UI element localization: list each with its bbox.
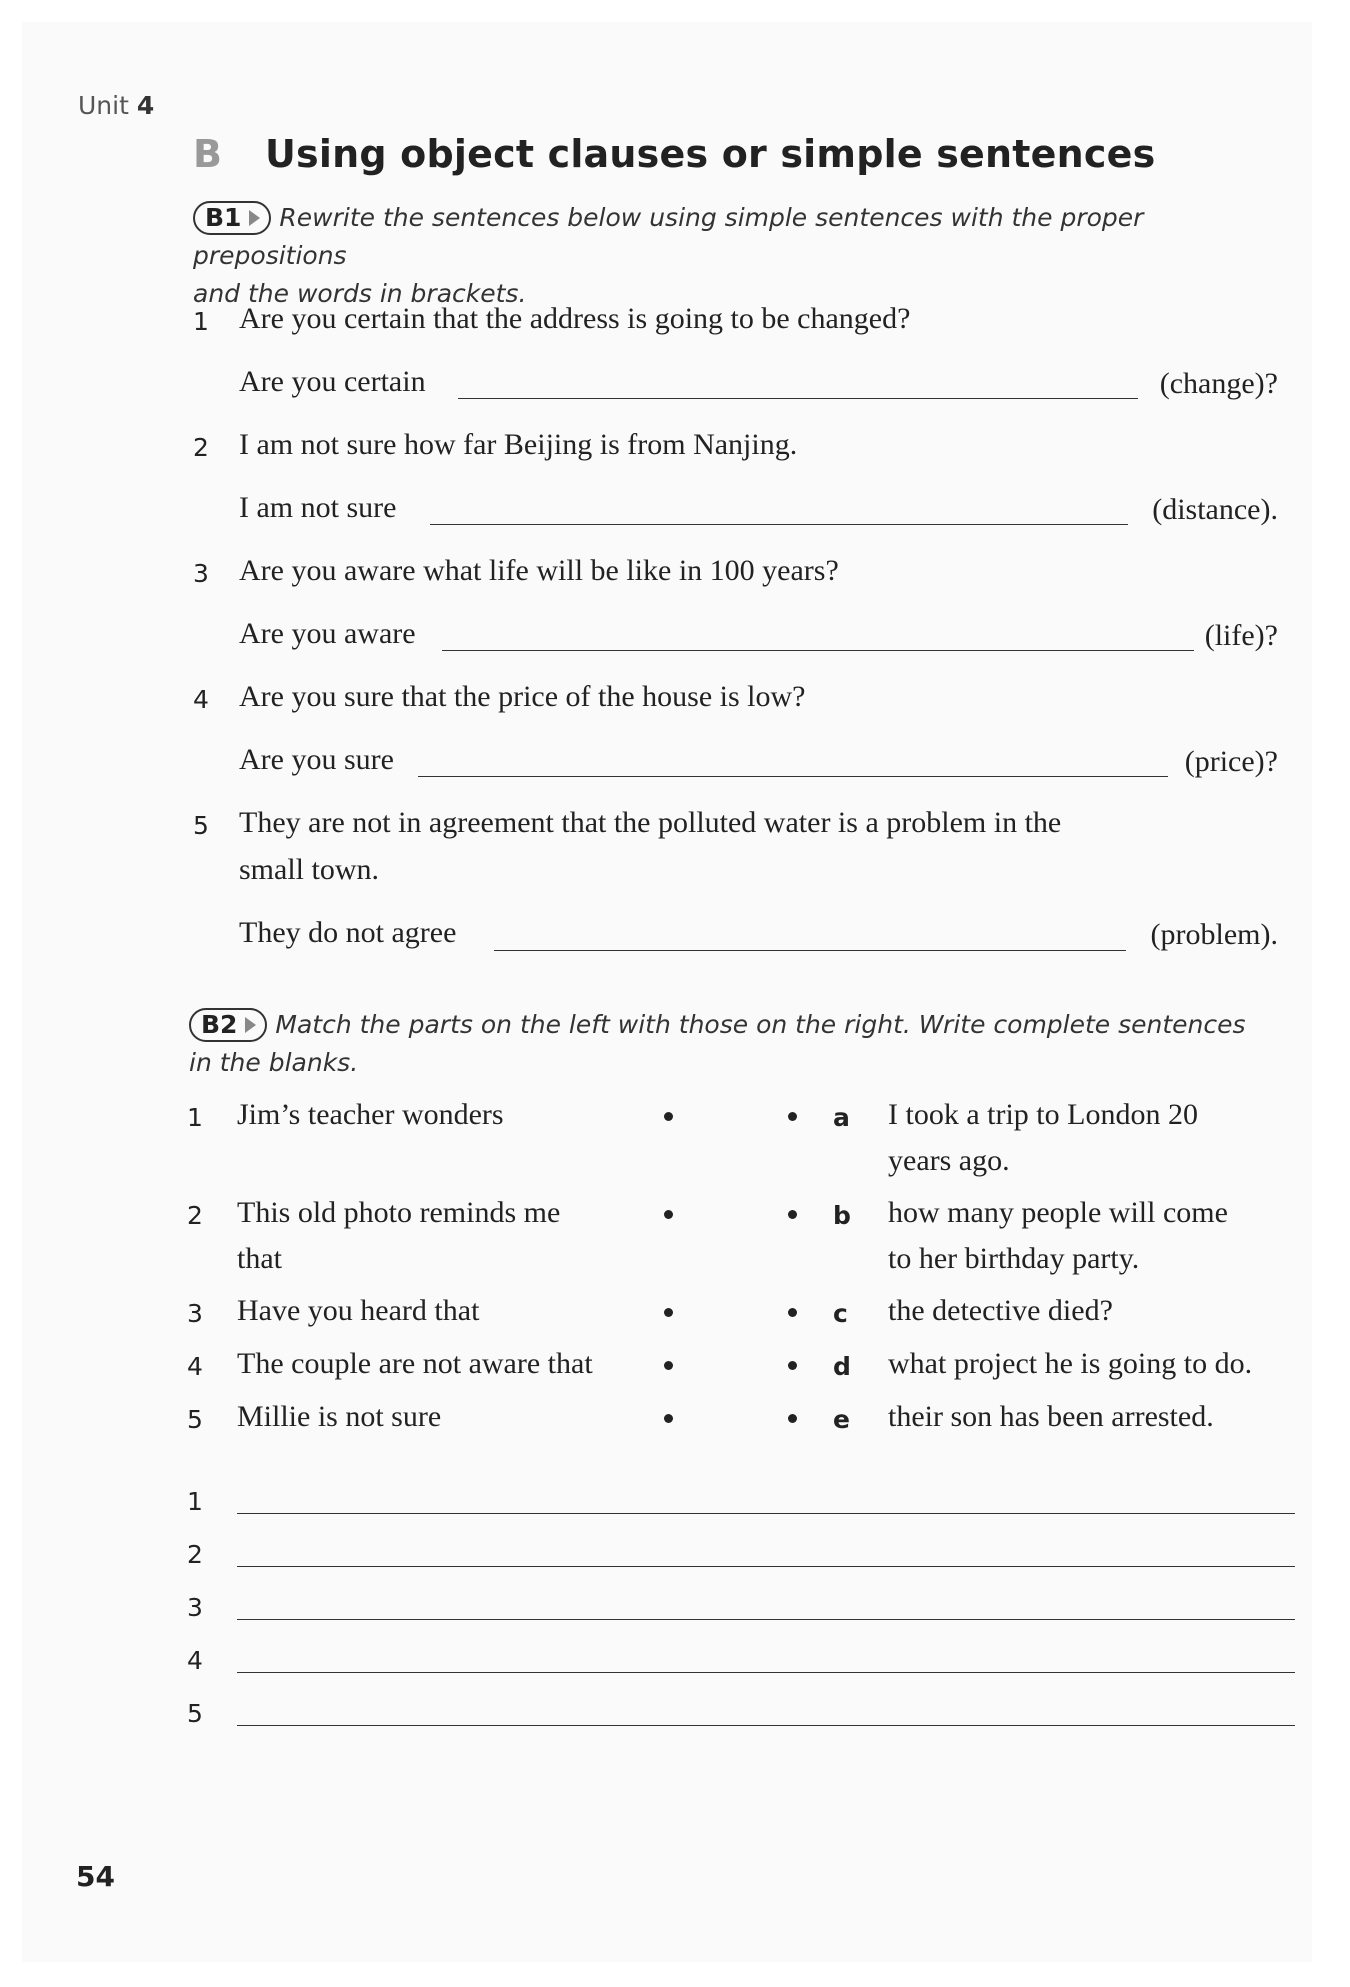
answer-blank[interactable] xyxy=(494,950,1126,951)
b2-badge: B2 xyxy=(189,1008,267,1042)
left-part: Jim’s teacher wonders xyxy=(237,1098,504,1131)
right-part: their son has been arrested. xyxy=(888,1400,1214,1433)
left-match-dot[interactable] xyxy=(664,1308,673,1317)
left-match-dot[interactable] xyxy=(664,1361,673,1370)
answer-blank[interactable] xyxy=(237,1725,1295,1726)
left-part: The couple are not aware that xyxy=(237,1347,593,1380)
word-hint: (problem). xyxy=(1150,918,1278,951)
right-part: how many people will come xyxy=(888,1196,1228,1229)
word-hint: (price)? xyxy=(1184,745,1278,778)
right-match-dot[interactable] xyxy=(788,1414,797,1423)
left-part: This old photo reminds me xyxy=(237,1196,561,1229)
right-part-line2: years ago. xyxy=(888,1144,1010,1177)
rewrite-prompt: They do not agree xyxy=(239,916,457,949)
b1-badge: B1 xyxy=(193,201,271,235)
right-part: what project he is going to do. xyxy=(888,1347,1253,1380)
b2-instruction: B2 Match the parts on the left with those on the right. Write complete sentences in the blanks. xyxy=(189,1010,1246,1077)
sentence: Are you sure that the price of the house is low? xyxy=(239,680,806,713)
page-number: 54 xyxy=(76,1860,115,1893)
word-hint: (life)? xyxy=(1204,619,1278,652)
answer-blank[interactable] xyxy=(418,776,1168,777)
right-match-dot[interactable] xyxy=(788,1112,797,1121)
word-hint: (distance). xyxy=(1152,493,1278,526)
left-match-dot[interactable] xyxy=(664,1112,673,1121)
sentence: I am not sure how far Beijing is from Nanjing. xyxy=(239,428,798,461)
rewrite-prompt: Are you certain xyxy=(239,365,426,398)
sentence: Are you aware what life will be like in 100 years? xyxy=(239,554,839,587)
left-match-dot[interactable] xyxy=(664,1210,673,1219)
section-letter: B xyxy=(193,132,222,176)
word-hint: (change)? xyxy=(1159,367,1278,400)
left-part-line2: that xyxy=(237,1242,282,1275)
right-part: I took a trip to London 20 xyxy=(888,1098,1198,1131)
right-match-dot[interactable] xyxy=(788,1308,797,1317)
answer-blank[interactable] xyxy=(237,1619,1295,1620)
section-title: Using object clauses or simple sentences xyxy=(265,132,1156,176)
left-part: Millie is not sure xyxy=(237,1400,442,1433)
rewrite-prompt: Are you sure xyxy=(239,743,394,776)
b1-instruction: B1 Rewrite the sentences below using simple sentences with the proper prepositions and the words in brackets. xyxy=(193,203,1144,308)
sentence: Are you certain that the address is going to be changed? xyxy=(239,302,911,335)
unit-label: Unit 4 xyxy=(78,91,155,120)
rewrite-prompt: Are you aware xyxy=(239,617,416,650)
sentence: They are not in agreement that the polluted water is a problem in the xyxy=(239,806,1062,839)
sentence-line2: small town. xyxy=(239,853,379,886)
answer-blank[interactable] xyxy=(237,1672,1295,1673)
right-match-dot[interactable] xyxy=(788,1361,797,1370)
answer-blank[interactable] xyxy=(237,1513,1295,1514)
left-match-dot[interactable] xyxy=(664,1414,673,1423)
right-part: the detective died? xyxy=(888,1294,1113,1327)
rewrite-prompt: I am not sure xyxy=(239,491,397,524)
left-part: Have you heard that xyxy=(237,1294,480,1327)
answer-blank[interactable] xyxy=(458,398,1138,399)
answer-blank[interactable] xyxy=(237,1566,1295,1567)
answer-blank[interactable] xyxy=(442,650,1194,651)
right-match-dot[interactable] xyxy=(788,1210,797,1219)
right-part-line2: to her birthday party. xyxy=(888,1242,1140,1275)
answer-blank[interactable] xyxy=(430,524,1128,525)
